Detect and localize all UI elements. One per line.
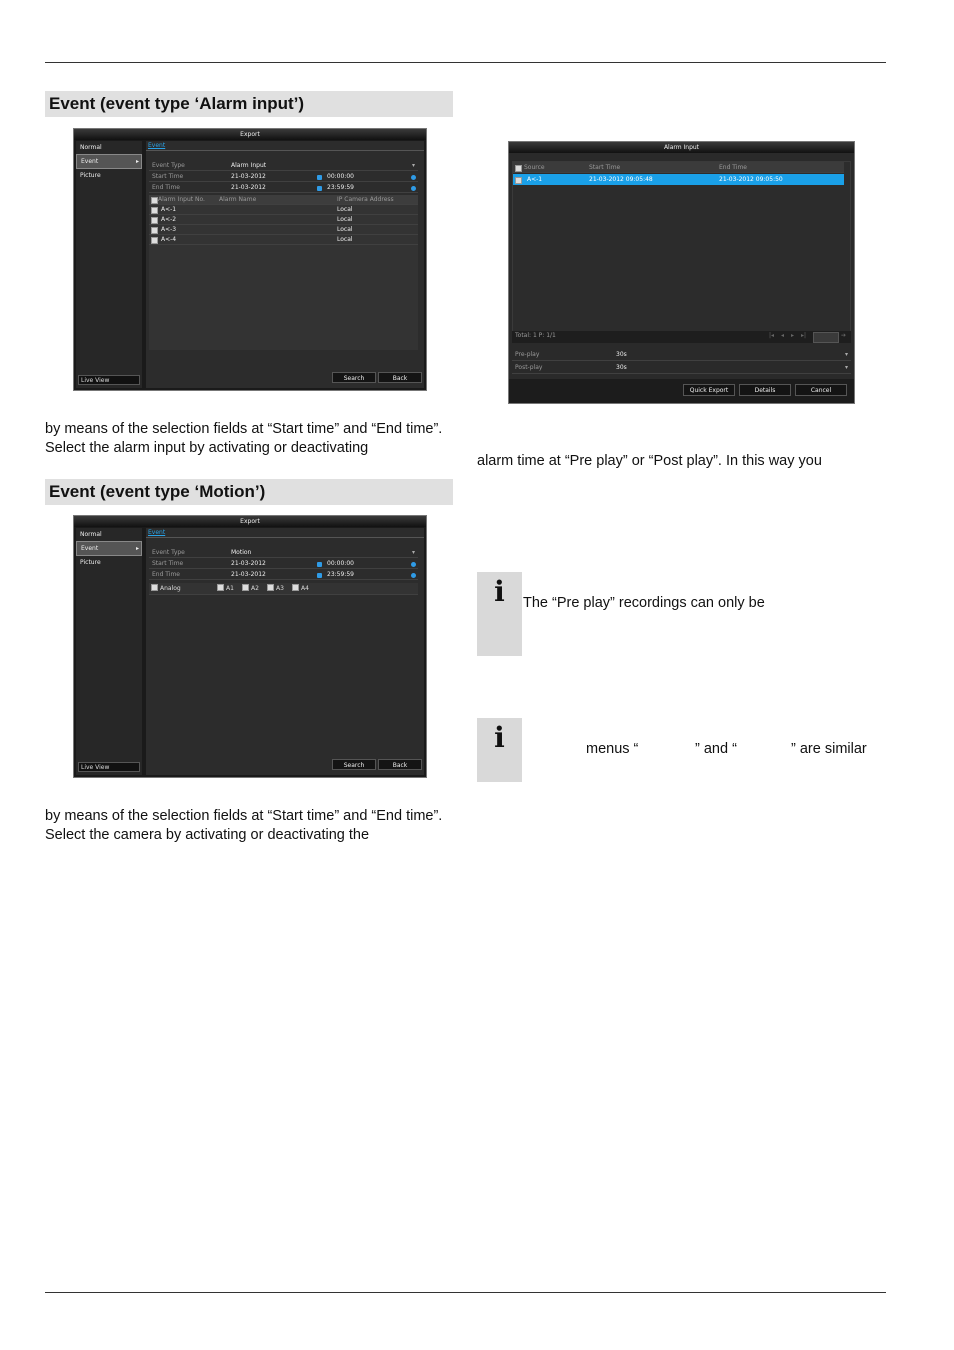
clock-icon[interactable] [411,562,416,567]
paragraph-motion: by means of the selection fields at “Start time” and “End time”. Select the camera by activating or deactivating the [45,808,443,843]
event-type-select[interactable]: Motion [231,549,252,556]
end-time-field[interactable]: 23:59:59 [327,571,354,578]
sidebar-item-normal[interactable]: Normal [80,144,102,151]
dialog-title: Alarm Input [509,142,854,153]
column-header: Alarm Name [219,196,257,203]
table-header [149,195,418,205]
start-time-field[interactable]: 00:00:00 [327,560,354,567]
sidebar-item-picture[interactable]: Picture [80,559,101,566]
sidebar-item-normal[interactable]: Normal [80,531,102,538]
end-time-field[interactable]: 23:59:59 [327,184,354,191]
clock-icon[interactable] [411,186,416,191]
paragraph-right: alarm time at “Pre play” or “Post play”. In this way you [477,453,822,469]
sidebar-item-label: Event [81,545,99,552]
column-header: Source [524,164,545,171]
live-view-button[interactable]: Live View [78,375,140,385]
export-main [146,528,424,775]
alarm-input-table [149,195,418,350]
dropdown-arrow-icon: ▾ [844,351,848,358]
info-box-2 [477,718,522,782]
chevron-right-icon: ▸ [136,545,140,552]
top-rule [45,62,886,63]
camera-label: A3 [276,585,284,592]
row-checkbox[interactable] [151,227,158,234]
table-header [513,162,844,173]
camera-label: A2 [251,585,259,592]
column-header: Alarm Input No. [158,196,205,203]
export-dialog-motion [73,515,427,778]
dropdown-arrow-icon: ▾ [844,364,848,371]
column-header: End Time [719,164,747,171]
tab-divider [146,150,424,151]
camera-label: A4 [301,585,309,592]
back-button[interactable]: Back [378,372,422,383]
alarm-input-no: A<-3 [161,226,177,233]
tab-event[interactable]: Event [148,529,166,536]
first-page-icon[interactable]: |◂ [769,332,775,339]
bottom-rule [45,1292,886,1293]
end-date-field[interactable]: 21-03-2012 [231,571,266,578]
event-type-row [149,161,418,171]
table-row[interactable] [149,225,418,235]
page-input[interactable] [813,332,839,343]
info-box-1 [477,572,522,656]
column-header: Start Time [589,164,621,171]
go-page-icon[interactable]: ➔ [841,332,847,339]
table-row[interactable] [513,174,844,185]
table-row[interactable] [149,235,418,245]
ip-camera-address: Local [337,206,353,213]
post-play-select[interactable]: 30s [616,364,627,371]
start-time-field[interactable]: 00:00:00 [327,173,354,180]
dialog-title: Export [74,129,426,140]
start-date-field[interactable]: 21-03-2012 [231,173,266,180]
ip-camera-address: Local [337,226,353,233]
alarm-input-no: A<-4 [161,236,177,243]
export-main [146,141,424,388]
next-page-icon[interactable]: ▸ [791,332,795,339]
camera-checkbox-a3[interactable] [267,583,284,595]
section-heading-alarm: Event (event type ‘Alarm input’) [45,91,453,117]
ip-camera-address: Local [337,216,353,223]
row-checkbox[interactable] [151,217,158,224]
back-button[interactable]: Back [378,759,422,770]
start-time-label: Start Time [152,173,184,180]
end-time-row [149,570,418,580]
sidebar-item-event[interactable] [76,154,142,169]
note-1-text: The “Pre play” recordings can only be [523,595,765,611]
sidebar-item-picture[interactable]: Picture [80,172,101,179]
alarm-start-time: 21-03-2012 09:05:48 [589,176,653,183]
sidebar-item-label: Event [81,158,99,165]
pre-play-select[interactable]: 30s [616,351,627,358]
camera-select-row [149,583,418,595]
camera-checkbox-a1[interactable] [217,583,234,595]
start-date-field[interactable]: 21-03-2012 [231,560,266,567]
start-time-row [149,559,418,569]
alarm-end-time: 21-03-2012 09:05:50 [719,176,783,183]
prev-page-icon[interactable]: ◂ [781,332,785,339]
event-type-row [149,548,418,558]
section-heading-motion: Event (event type ‘Motion’) [45,479,453,505]
cancel-button[interactable]: Cancel [795,384,847,396]
event-type-label: Event Type [152,162,185,169]
alarm-input-no: A<-1 [161,206,177,213]
calendar-icon[interactable] [317,573,322,578]
total-count: Total: 1 P: 1/1 [515,332,556,339]
note-2-text-a: menus “ [586,741,639,757]
info-icon: i [494,721,505,754]
note-2-text-c: ” are similar [791,741,867,757]
table-row[interactable] [149,215,418,225]
search-button[interactable]: Search [332,759,376,770]
row-checkbox[interactable] [151,237,158,244]
select-all-checkbox[interactable] [515,165,522,172]
end-time-row [149,183,418,193]
row-checkbox[interactable] [151,207,158,214]
alarm-list [512,161,851,333]
event-type-label: Event Type [152,549,185,556]
details-button[interactable]: Details [739,384,791,396]
camera-checkbox-a2[interactable] [242,583,259,595]
event-type-select[interactable]: Alarm Input [231,162,267,169]
post-play-row [512,361,851,374]
tab-divider [146,537,424,538]
ip-camera-address: Local [337,236,353,243]
start-time-label: Start Time [152,560,184,567]
clock-icon[interactable] [411,175,416,180]
select-all-checkbox[interactable] [151,197,158,204]
start-time-row [149,172,418,182]
sidebar-item-event[interactable] [76,541,142,556]
analog-label: Analog [160,585,181,592]
table-row[interactable] [149,205,418,215]
post-play-label: Post-play [515,364,543,371]
export-sidebar [76,141,142,388]
dropdown-arrow-icon: ▾ [411,549,415,556]
end-time-label: End Time [152,184,180,191]
chevron-right-icon: ▸ [136,158,140,165]
pre-play-label: Pre-play [515,351,540,358]
calendar-icon[interactable] [317,562,322,567]
clock-icon[interactable] [411,573,416,578]
end-date-field[interactable]: 21-03-2012 [231,184,266,191]
tab-event[interactable]: Event [148,142,166,149]
note-2-text-b: ” and “ [695,741,737,757]
camera-label: A1 [226,585,234,592]
calendar-icon[interactable] [317,186,322,191]
row-checkbox[interactable] [515,177,522,184]
alarm-input-dialog [508,141,855,404]
camera-checkbox-a4[interactable] [292,583,309,595]
dialog-title: Export [74,516,426,527]
export-sidebar [76,528,142,775]
button-bar [509,379,854,403]
end-time-label: End Time [152,571,180,578]
last-page-icon[interactable]: ▸| [801,332,807,339]
alarm-source: A<-1 [527,176,543,183]
paragraph-alarm: by means of the selection fields at “Start time” and “End time”. Select the alarm input by activating or deactivating [45,421,443,456]
analog-checkbox[interactable] [151,583,181,595]
export-dialog-alarm [73,128,427,391]
column-header: IP Camera Address [337,196,394,203]
pagination-bar [512,331,851,343]
info-icon: i [494,575,505,608]
alarm-input-no: A<-2 [161,216,177,223]
dropdown-arrow-icon: ▾ [411,162,415,169]
search-button[interactable]: Search [332,372,376,383]
live-view-button[interactable]: Live View [78,762,140,772]
calendar-icon[interactable] [317,175,322,180]
pre-play-row [512,348,851,361]
quick-export-button[interactable]: Quick Export [683,384,735,396]
